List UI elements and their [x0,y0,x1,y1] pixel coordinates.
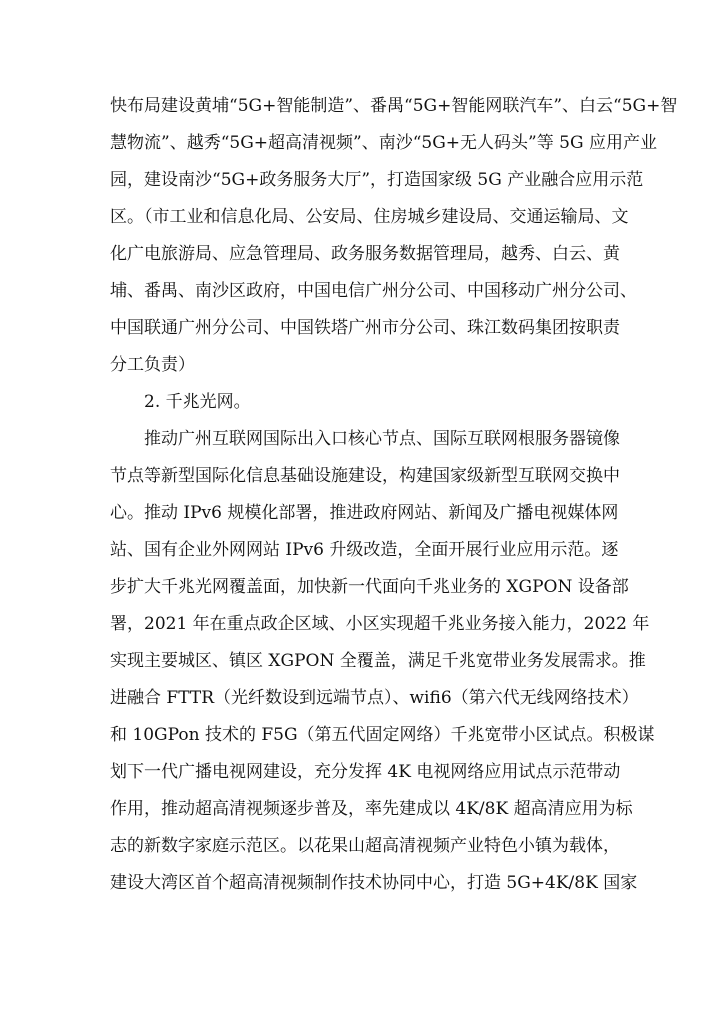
text-line: 快布局建设黄埔“5G+智能制造”、番禺“5G+智能网联汽车”、白云“5G+智 [110,96,678,116]
text-line: 分工负责） [110,355,195,375]
text-line: 心。推动 IPv6 规模化部署，推进政府网站、新闻及广播电视媒体网 [110,503,619,523]
text-line: 步扩大千兆光网覆盖面，加快新一代面向千兆业务的 XGPON 设备部 [110,577,629,597]
text-line: 署，2021 年在重点政企区域、小区实现超千兆业务接入能力，2022 年 [110,614,650,634]
text-line: 埔、番禺、南沙区政府，中国电信广州分公司、中国移动广州分公司、 [110,281,637,301]
text-line: 进融合 FTTR（光纤数设到远端节点）、wifi6（第六代无线网络技术） [110,688,639,708]
text-line: 和 10GPon 技术的 F5G（第五代固定网络）千兆宽带小区试点。积极谋 [110,725,655,745]
text-line: 作用，推动超高清视频逐步普及，率先建成以 4K/8K 超高清应用为标 [110,799,633,819]
section-heading: 2. 千兆光网。 [144,392,251,412]
text-line: 区。（市工业和信息化局、公安局、住房城乡建设局、交通运输局、文 [110,207,629,227]
text-line: 划下一代广播电视网建设，充分发挥 4K 电视网络应用试点示范带动 [110,762,621,782]
text-line: 实现主要城区、镇区 XGPON 全覆盖，满足千兆宽带业务发展需求。推 [110,651,646,671]
text-line: 志的新数字家庭示范区。以花果山超高清视频产业特色小镇为载体， [110,836,620,856]
text-line: 中国联通广州分公司、中国铁塔广州市分公司、珠江数码集团按职责 [110,318,620,338]
paragraph-first-line: 推动广州互联网国际出入口核心节点、国际互联网根服务器镜像 [144,429,620,449]
text-line: 建设大湾区首个超高清视频制作技术协同中心，打造 5G+4K/8K 国家 [110,873,638,893]
text-line: 慧物流”、越秀“5G+超高清视频”、南沙“5G+无人码头”等 5G 应用产业 [110,133,657,153]
text-line: 化广电旅游局、应急管理局、政务服务数据管理局，越秀、白云、黄 [110,244,620,264]
text-line: 站、国有企业外网网站 IPv6 升级改造，全面开展行业应用示范。逐 [110,540,619,560]
text-line: 节点等新型国际化信息基础设施建设，构建国家级新型互联网交换中 [110,466,620,486]
text-line: 园，建设南沙“5G+政务服务大厅”，打造国家级 5G 产业融合应用示范 [110,170,644,190]
